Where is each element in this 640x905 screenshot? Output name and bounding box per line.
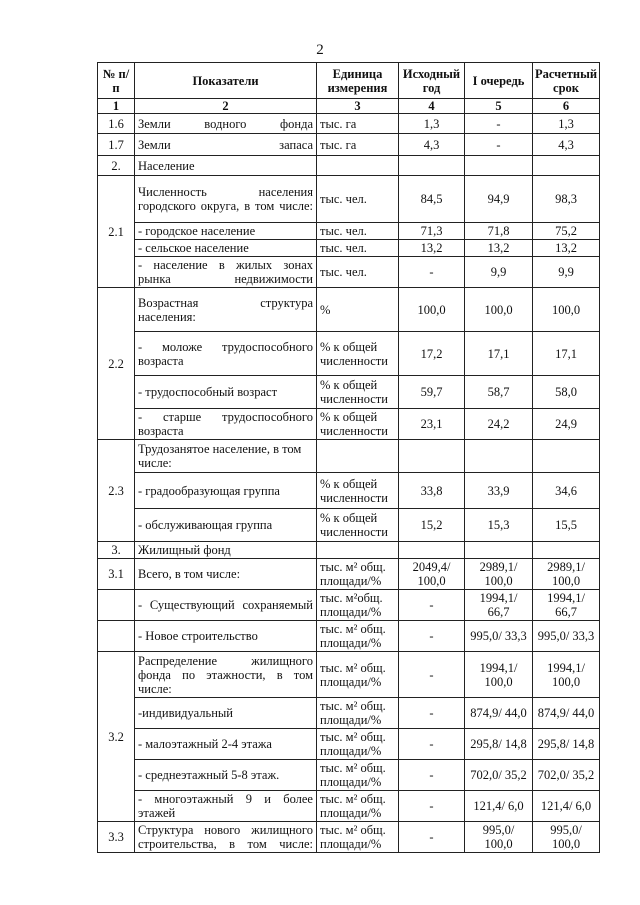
table-row (98, 791, 600, 822)
stage-1-value: 24,2 (465, 409, 533, 440)
target-period-value: 9,9 (533, 257, 600, 288)
table-row (98, 542, 600, 559)
unit-of-measure: тыс. м² общ. площади/% (317, 559, 399, 590)
unit-of-measure: тыс. м² общ. площади/% (317, 621, 399, 652)
initial-year-value (399, 156, 465, 176)
indicator-name: - городское население (135, 223, 317, 240)
unit-of-measure: % к общей численности (317, 509, 399, 542)
stage-1-value: 1994,1/ 100,0 (465, 652, 533, 698)
column-number: 6 (533, 99, 600, 114)
table-row (98, 822, 600, 853)
stage-1-value: 1994,1/ 66,7 (465, 590, 533, 621)
indicator-name: Всего, в том числе: (135, 559, 317, 590)
row-number: 3.3 (98, 822, 135, 853)
unit-of-measure: тыс. м² общ. площади/% (317, 760, 399, 791)
initial-year-value: 71,3 (399, 223, 465, 240)
column-numbers-row (98, 99, 600, 114)
unit-of-measure: тыс. чел. (317, 240, 399, 257)
stage-1-value: 94,9 (465, 176, 533, 223)
target-period-value: 34,6 (533, 473, 600, 509)
unit-of-measure: тыс. м² общ. площади/% (317, 791, 399, 822)
unit-of-measure: % (317, 288, 399, 332)
stage-1-value: 100,0 (465, 288, 533, 332)
stage-1-value: 995,0/ 100,0 (465, 822, 533, 853)
column-number: 2 (135, 99, 317, 114)
table-row (98, 156, 600, 176)
unit-of-measure: тыс. м² общ. площади/% (317, 822, 399, 853)
header-stage-1: I очередь (465, 63, 533, 99)
indicator-name: Земли водного фонда (135, 114, 317, 134)
header-target-period: Расчетный срок (533, 63, 600, 99)
table-row (98, 376, 600, 409)
table-row (98, 176, 600, 223)
unit-of-measure: тыс. чел. (317, 257, 399, 288)
unit-of-measure: тыс. м² общ. площади/% (317, 698, 399, 729)
header-indicator: Показатели (135, 63, 317, 99)
unit-of-measure (317, 440, 399, 473)
table-row (98, 760, 600, 791)
target-period-value: 24,9 (533, 409, 600, 440)
column-number: 4 (399, 99, 465, 114)
target-period-value (533, 440, 600, 473)
initial-year-value: - (399, 729, 465, 760)
initial-year-value (399, 440, 465, 473)
target-period-value: 995,0/ 100,0 (533, 822, 600, 853)
initial-year-value: 4,3 (399, 134, 465, 156)
target-period-value: 1994,1/ 100,0 (533, 652, 600, 698)
initial-year-value: - (399, 590, 465, 621)
target-period-value: 13,2 (533, 240, 600, 257)
initial-year-value (399, 542, 465, 559)
indicator-name: - население в жилых зонах рынка недвижимости (135, 257, 317, 288)
initial-year-value: 100,0 (399, 288, 465, 332)
initial-year-value: - (399, 621, 465, 652)
stage-1-value: 874,9/ 44,0 (465, 698, 533, 729)
initial-year-value: 2049,4/ 100,0 (399, 559, 465, 590)
indicator-name: Земли запаса (135, 134, 317, 156)
stage-1-value: 15,3 (465, 509, 533, 542)
indicators-table (97, 62, 600, 853)
indicator-name: - Новое строительство (135, 621, 317, 652)
header-unit: Единица измерения (317, 63, 399, 99)
target-period-value: 98,3 (533, 176, 600, 223)
stage-1-value: 295,8/ 14,8 (465, 729, 533, 760)
indicator-name: - градообразующая группа (135, 473, 317, 509)
unit-of-measure: тыс. га (317, 134, 399, 156)
row-number: 2. (98, 156, 135, 176)
indicator-name: Распределение жилищного фонда по этажности, в том числе: (135, 652, 317, 698)
indicator-name: Население (135, 156, 317, 176)
row-number: 2.3 (98, 440, 135, 542)
initial-year-value: 33,8 (399, 473, 465, 509)
indicator-name: - обслуживающая группа (135, 509, 317, 542)
stage-1-value (465, 440, 533, 473)
unit-of-measure: % к общей численности (317, 376, 399, 409)
stage-1-value: 9,9 (465, 257, 533, 288)
stage-1-value: 33,9 (465, 473, 533, 509)
unit-of-measure (317, 542, 399, 559)
row-number: 3.2 (98, 652, 135, 822)
unit-of-measure: тыс. чел. (317, 223, 399, 240)
indicator-name: - моложе трудоспособного возраста (135, 332, 317, 376)
row-number: 1.6 (98, 114, 135, 134)
target-period-value: 1,3 (533, 114, 600, 134)
target-period-value: 995,0/ 33,3 (533, 621, 600, 652)
unit-of-measure: тыс. м² общ. площади/% (317, 652, 399, 698)
header-num: № п/п (98, 63, 135, 99)
target-period-value (533, 542, 600, 559)
target-period-value: 4,3 (533, 134, 600, 156)
table-row (98, 473, 600, 509)
target-period-value: 874,9/ 44,0 (533, 698, 600, 729)
table-row (98, 332, 600, 376)
target-period-value: 1994,1/ 66,7 (533, 590, 600, 621)
column-number: 3 (317, 99, 399, 114)
table-row (98, 698, 600, 729)
target-period-value: 702,0/ 35,2 (533, 760, 600, 791)
stage-1-value: - (465, 134, 533, 156)
indicator-name: Трудозанятое население, в том числе: (135, 440, 317, 473)
indicator-name: - малоэтажный 2-4 этажа (135, 729, 317, 760)
indicator-name: -индивидуальный (135, 698, 317, 729)
target-period-value: 2989,1/ 100,0 (533, 559, 600, 590)
target-period-value (533, 156, 600, 176)
indicator-name: - среднеэтажный 5-8 этаж. (135, 760, 317, 791)
target-period-value: 100,0 (533, 288, 600, 332)
initial-year-value: - (399, 257, 465, 288)
initial-year-value: 84,5 (399, 176, 465, 223)
target-period-value: 75,2 (533, 223, 600, 240)
row-number: 3.1 (98, 559, 135, 590)
stage-1-value: 995,0/ 33,3 (465, 621, 533, 652)
table-row (98, 559, 600, 590)
stage-1-value: 17,1 (465, 332, 533, 376)
table-row (98, 590, 600, 621)
column-number: 5 (465, 99, 533, 114)
initial-year-value: 59,7 (399, 376, 465, 409)
table-row (98, 257, 600, 288)
indicator-name: - Существующий сохраняемый (135, 590, 317, 621)
initial-year-value: - (399, 652, 465, 698)
initial-year-value: - (399, 760, 465, 791)
indicator-name: Жилищный фонд (135, 542, 317, 559)
unit-of-measure: тыс. га (317, 114, 399, 134)
table-row (98, 240, 600, 257)
initial-year-value: 13,2 (399, 240, 465, 257)
table-row (98, 729, 600, 760)
table-body (98, 114, 600, 853)
stage-1-value: 702,0/ 35,2 (465, 760, 533, 791)
indicator-name: - многоэтажный 9 и более этажей (135, 791, 317, 822)
table-row (98, 223, 600, 240)
row-number (98, 590, 135, 621)
table-row (98, 621, 600, 652)
target-period-value: 15,5 (533, 509, 600, 542)
stage-1-value: 71,8 (465, 223, 533, 240)
initial-year-value: 17,2 (399, 332, 465, 376)
header-row (98, 63, 600, 99)
stage-1-value: - (465, 114, 533, 134)
table-row (98, 509, 600, 542)
unit-of-measure (317, 156, 399, 176)
initial-year-value: 23,1 (399, 409, 465, 440)
unit-of-measure: тыс. чел. (317, 176, 399, 223)
unit-of-measure: тыс. м²общ. площади/% (317, 590, 399, 621)
indicator-name: - трудоспособный возраст (135, 376, 317, 409)
row-number (98, 621, 135, 652)
page-number: 2 (316, 42, 324, 58)
unit-of-measure: тыс. м² общ. площади/% (317, 729, 399, 760)
initial-year-value: 15,2 (399, 509, 465, 542)
unit-of-measure: % к общей численности (317, 473, 399, 509)
unit-of-measure: % к общей численности (317, 409, 399, 440)
table-row (98, 409, 600, 440)
row-number: 2.2 (98, 288, 135, 440)
stage-1-value: 2989,1/ 100,0 (465, 559, 533, 590)
stage-1-value: 58,7 (465, 376, 533, 409)
table-row (98, 652, 600, 698)
row-number: 3. (98, 542, 135, 559)
row-number: 2.1 (98, 176, 135, 288)
table-row (98, 134, 600, 156)
initial-year-value: - (399, 822, 465, 853)
stage-1-value (465, 156, 533, 176)
row-number: 1.7 (98, 134, 135, 156)
initial-year-value: 1,3 (399, 114, 465, 134)
indicator-name: - старше трудоспособного возраста (135, 409, 317, 440)
indicator-name: - сельское население (135, 240, 317, 257)
stage-1-value (465, 542, 533, 559)
header-initial-year: Исходный год (399, 63, 465, 99)
initial-year-value: - (399, 698, 465, 729)
column-number: 1 (98, 99, 135, 114)
stage-1-value: 121,4/ 6,0 (465, 791, 533, 822)
target-period-value: 58,0 (533, 376, 600, 409)
unit-of-measure: % к общей численности (317, 332, 399, 376)
target-period-value: 295,8/ 14,8 (533, 729, 600, 760)
target-period-value: 121,4/ 6,0 (533, 791, 600, 822)
indicator-name: Структура нового жилищного строительства, в том числе: (135, 822, 317, 853)
table-row (98, 288, 600, 332)
target-period-value: 17,1 (533, 332, 600, 376)
table-row (98, 440, 600, 473)
stage-1-value: 13,2 (465, 240, 533, 257)
initial-year-value: - (399, 791, 465, 822)
table-row (98, 114, 600, 134)
indicator-name: Численность населения городского округа, в том числе: (135, 176, 317, 223)
indicator-name: Возрастная структура населения: (135, 288, 317, 332)
